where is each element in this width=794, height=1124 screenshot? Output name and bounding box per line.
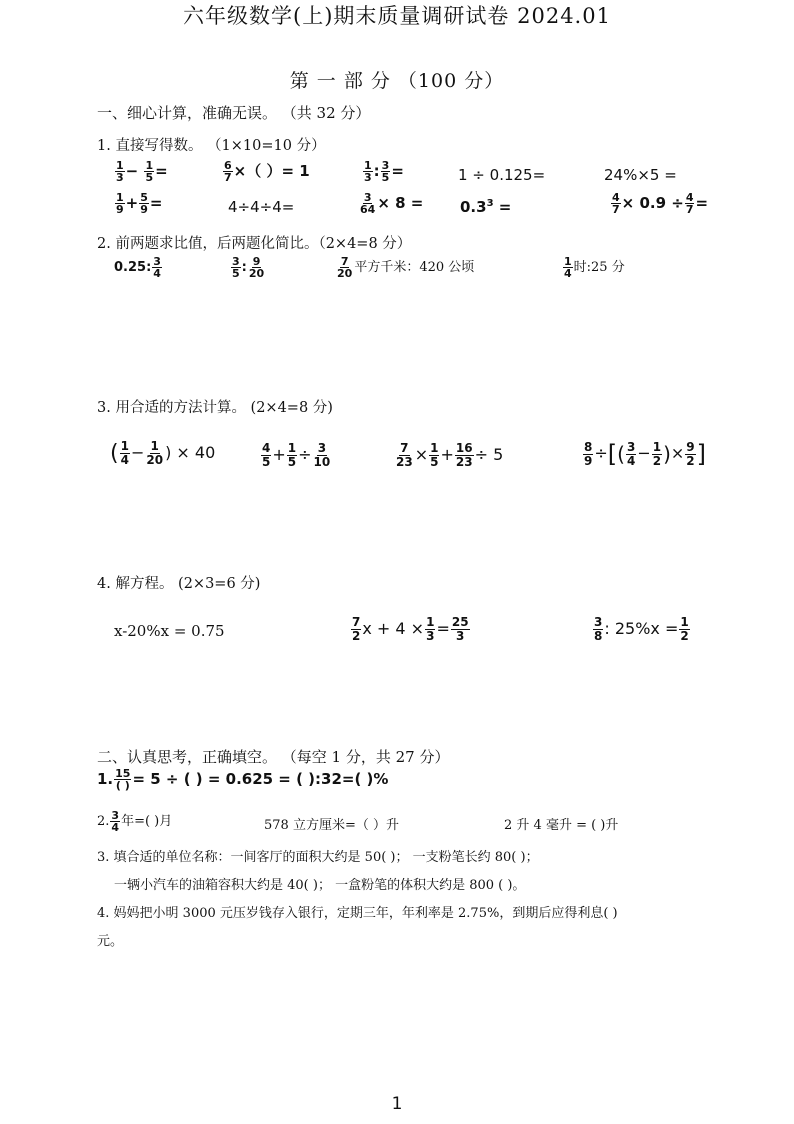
- s2-q2a: 2. $\frac{3}{4}$ 年=( )月: [97, 809, 173, 834]
- fraction: $\frac{4}{5}$: [262, 441, 271, 469]
- fraction: $\frac{1}{5}$: [145, 159, 154, 184]
- fraction: $\frac{1}{3}$: [116, 159, 124, 184]
- fraction: $\frac{3}{10}$: [313, 441, 331, 469]
- fraction: $\frac{6}{7}$: [224, 159, 232, 184]
- q3-label: 3. 用合适的方法计算。 (2×4=8 分): [97, 400, 333, 416]
- q1-expr-a: $\frac{1}{3}$ − $\frac{1}{5}$ =: [116, 159, 168, 184]
- exam-title: 六年级数学(上)期末质量调研试卷 2024.01: [183, 4, 611, 28]
- q1-expr-d: 1 ÷ 0.125=: [458, 166, 546, 184]
- q4-eq-3: $\frac{3}{8}$ : 25%x = $\frac{1}{2}$: [594, 615, 689, 643]
- s2-q4-line1: 4. 妈妈把小明 3000 元压岁钱存入银行，定期三年，年利率是 2.75%，到期后应得利息( ): [97, 906, 618, 921]
- fraction: $\frac{9}{2}$: [686, 439, 695, 468]
- fraction: $\frac{3}{8}$: [594, 615, 603, 643]
- fraction: $\frac{25}{3}$: [451, 615, 469, 643]
- fraction: $\frac{1}{3}$: [364, 159, 372, 184]
- fraction: $\frac{1}{2}$: [680, 615, 689, 643]
- fraction: $\frac{15}{( )}$: [115, 767, 131, 792]
- q1-expr-e: 24%×5 =: [604, 166, 677, 184]
- fraction: $\frac{1}{4}$: [564, 255, 572, 280]
- part-heading: 第 一 部 分 （100 分）: [289, 70, 505, 92]
- s2-q1: 1. $\frac{15}{( )}$ = 5 ÷ ( ) = 0.625 = ( ):32=( )%: [97, 767, 389, 792]
- s2-q2c: 2 升 4 毫升 = ( )升: [504, 818, 619, 833]
- fraction: $\frac{7}{23}$: [396, 441, 413, 469]
- fraction: $\frac{1}{3}$: [426, 615, 435, 643]
- fraction: $\frac{1}{9}$: [116, 191, 124, 216]
- fraction: $\frac{7}{2}$: [352, 615, 361, 643]
- fraction: $\frac{3}{4}$: [626, 439, 636, 468]
- q2-item-c: $\frac{7}{20}$ 平方千米：420 公顷: [337, 255, 475, 280]
- fraction: $\frac{8}{9}$: [584, 439, 593, 468]
- fraction: $\frac{4}{7}$: [612, 191, 620, 216]
- q4-eq-1: x-20%x = 0.75: [114, 622, 225, 640]
- fraction: $\frac{5}{9}$: [140, 191, 148, 216]
- s2-q3-line2: 一辆小汽车的油箱容积大约是 40( )； 一盒粉笔的体积大约是 800 ( )。: [114, 878, 526, 893]
- fraction: $\frac{7}{20}$: [337, 255, 353, 280]
- q1-expr-g: 4÷4÷4=: [228, 198, 295, 216]
- fraction: $\frac{16}{23}$: [455, 441, 473, 469]
- fraction: $\frac{4}{7}$: [685, 191, 694, 216]
- fraction: $\frac{3}{64}$: [360, 191, 376, 216]
- fraction: $\frac{3}{5}$: [232, 255, 240, 280]
- q1-expr-c: $\frac{1}{3}$ : $\frac{3}{5}$ =: [364, 159, 404, 184]
- fraction: $\frac{3}{5}$: [381, 159, 390, 184]
- s2-q4-line2: 元。: [97, 934, 124, 949]
- page-number: 1: [391, 1094, 403, 1114]
- q1-expr-h: $\frac{3}{64}$ × 8 =: [360, 191, 424, 216]
- q1-expr-j: $\frac{4}{7}$ × 0.9 ÷ $\frac{4}{7}$ =: [612, 191, 709, 216]
- q3-expr-b: $\frac{4}{5}$ + $\frac{1}{5}$ ÷ $\frac{3}{10}$: [262, 441, 331, 469]
- fraction: $\frac{1}{4}$: [120, 439, 129, 467]
- q3-expr-d: $\frac{8}{9}$ ÷[( $\frac{3}{4}$ − $\frac{1}{2}$ )× $\frac{9}{2}$ ]: [584, 439, 707, 468]
- q1-expr-i: $0.3^3$ =: [460, 198, 512, 216]
- s2-q3-line1: 3. 填合适的单位名称：一间客厅的面积大约是 50( )； 一支粉笔长约 80( )；: [97, 850, 539, 865]
- q4-label: 4. 解方程。 (2×3=6 分): [97, 576, 261, 592]
- q3-expr-c: $\frac{7}{23}$ × $\frac{1}{5}$ + $\frac{16}{23}$ ÷ 5: [396, 441, 504, 469]
- q2-item-d: $\frac{1}{4}$ 时:25 分: [564, 255, 625, 280]
- fraction: $\frac{3}{4}$: [153, 255, 161, 280]
- fraction: $\frac{1}{2}$: [652, 439, 662, 468]
- fraction: $\frac{3}{4}$: [111, 809, 120, 834]
- s2-q2b: 578 立方厘米=（ ）升: [264, 818, 399, 833]
- fraction: $\frac{1}{5}$: [430, 441, 439, 469]
- q2-item-a: 0.25: $\frac{3}{4}$: [114, 255, 161, 280]
- q1-label: 1. 直接写得数。 （1×10=10 分）: [97, 138, 326, 154]
- fraction: $\frac{1}{20}$: [146, 439, 164, 467]
- q1-expr-f: $\frac{1}{9}$ + $\frac{5}{9}$ =: [116, 191, 163, 216]
- q4-eq-2: $\frac{7}{2}$ x + 4 × $\frac{1}{3}$ = $\frac{25}{3}$: [352, 615, 469, 643]
- q2-label: 2. 前两题求比值，后两题化简比。（2×4=8 分）: [97, 236, 412, 252]
- q3-expr-a: ( $\frac{1}{4}$ − $\frac{1}{20}$ ) × 40: [110, 439, 216, 467]
- section2-heading: 二、认真思考，正确填空。 （每空 1 分，共 27 分）: [97, 748, 450, 766]
- fraction: $\frac{9}{20}$: [248, 255, 265, 280]
- section1-heading: 一、细心计算，准确无误。 （共 32 分）: [97, 104, 371, 122]
- fraction: $\frac{1}{5}$: [287, 441, 297, 469]
- q1-expr-b: $\frac{6}{7}$ ×（ ）= 1: [224, 159, 310, 184]
- q2-item-b: $\frac{3}{5}$ : $\frac{9}{20}$: [232, 255, 265, 280]
